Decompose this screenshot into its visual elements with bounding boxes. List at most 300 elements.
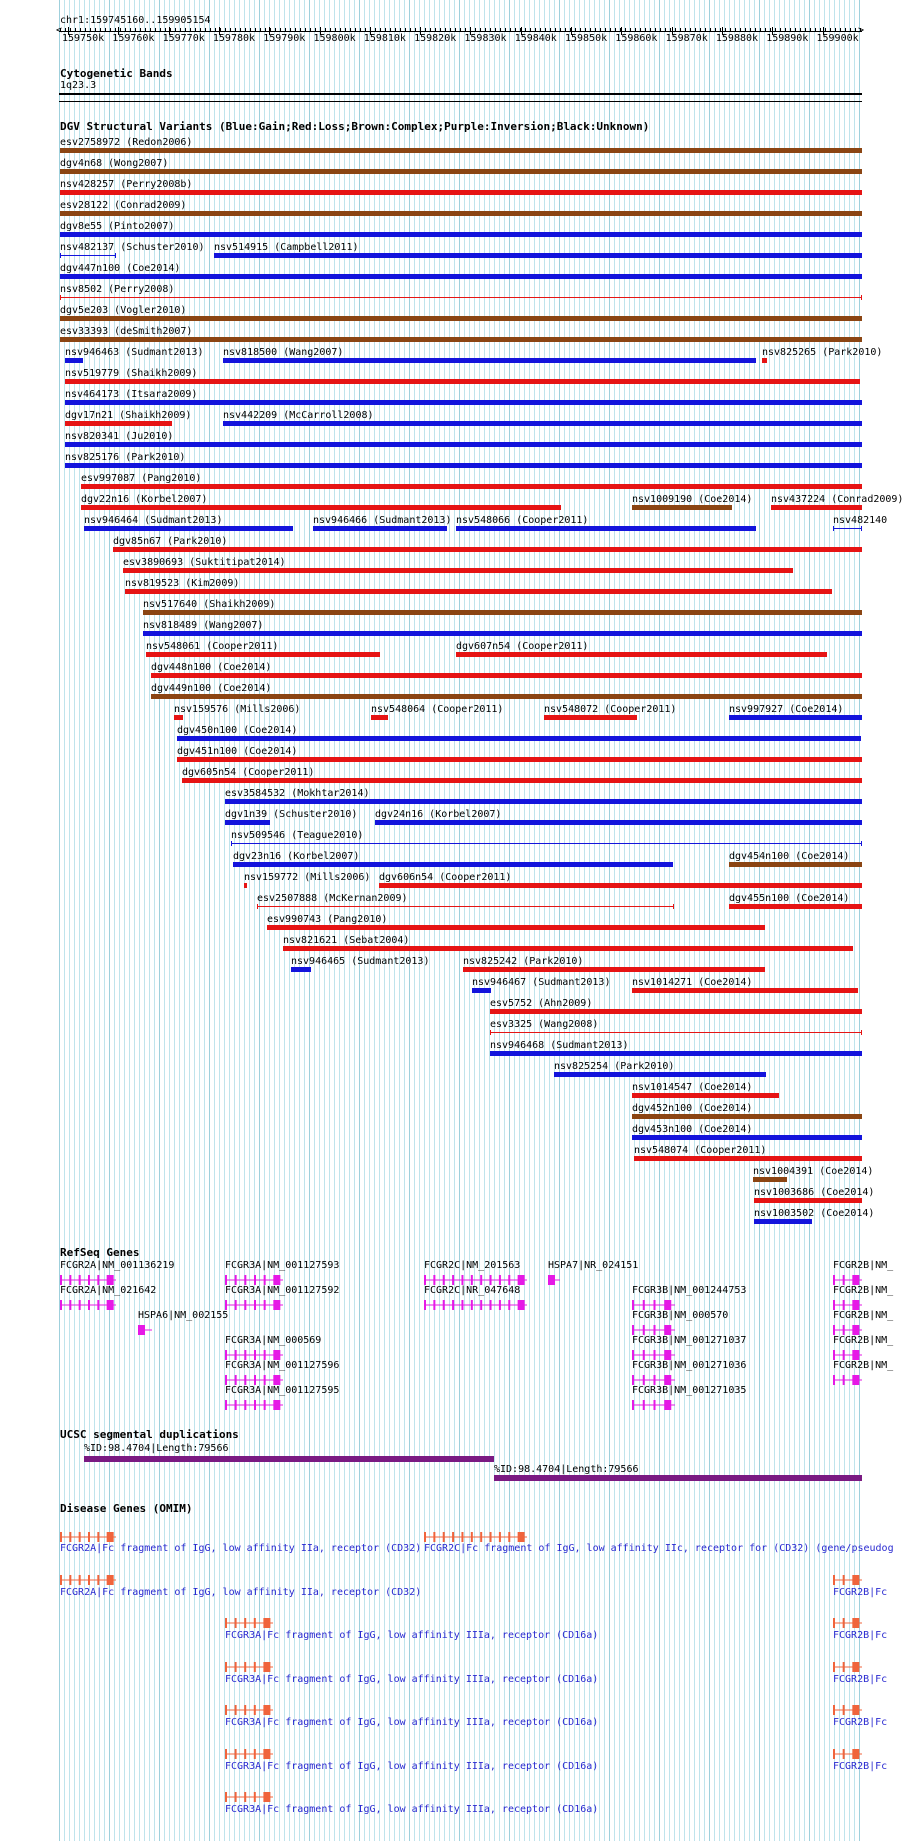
ruler-minor-tick bbox=[150, 28, 151, 32]
ruler-tick-label: 159830k bbox=[464, 33, 507, 44]
variant-label: esv990743 (Pang2010) bbox=[267, 914, 388, 925]
variant-bar bbox=[60, 297, 862, 298]
ruler-minor-tick bbox=[230, 28, 231, 32]
ruler-minor-tick bbox=[65, 28, 66, 32]
ruler-minor-tick bbox=[340, 28, 341, 32]
gene-label: FCGR3A|NM_000569 bbox=[225, 1335, 322, 1346]
ruler-minor-tick bbox=[260, 28, 261, 32]
ruler-minor-tick bbox=[855, 28, 856, 32]
variant-label: dgv449n100 (Coe2014) bbox=[151, 683, 272, 694]
variant-bar bbox=[60, 274, 862, 279]
gene-model bbox=[632, 1300, 675, 1310]
variant-bar bbox=[371, 715, 388, 720]
ruler-arrow-left: < bbox=[56, 25, 63, 36]
variant-label: esv28122 (Conrad2009) bbox=[60, 200, 187, 211]
variant-bar bbox=[60, 169, 862, 174]
ruler-minor-tick bbox=[85, 28, 86, 32]
variant-bar bbox=[60, 337, 862, 342]
variant-label: nsv548064 (Cooper2011) bbox=[371, 704, 504, 715]
ruler-minor-tick bbox=[460, 28, 461, 32]
ruler-minor-tick bbox=[575, 28, 576, 32]
gene-model bbox=[632, 1375, 675, 1385]
variant-label: dgv5e203 (Vogler2010) bbox=[60, 305, 187, 316]
ruler-minor-tick bbox=[480, 28, 481, 32]
ruler-minor-tick bbox=[500, 28, 501, 32]
disease-label: FCGR2B|Fc bbox=[833, 1761, 888, 1772]
ruler-minor-tick bbox=[695, 28, 696, 32]
variant-bar bbox=[833, 528, 862, 529]
variant-bar bbox=[113, 547, 862, 552]
ruler-minor-tick bbox=[635, 28, 636, 32]
variant-bar bbox=[233, 862, 673, 867]
variant-label: nsv946465 (Sudmant2013) bbox=[291, 956, 430, 967]
ruler-tick-label: 159750k bbox=[62, 33, 105, 44]
variant-label: nsv517640 (Shaikh2009) bbox=[143, 599, 276, 610]
ruler-tick-label: 159900k bbox=[816, 33, 859, 44]
ruler-minor-tick bbox=[845, 28, 846, 32]
disease-label: FCGR2A|Fc fragment of IgG, low affinity IIa, receptor (CD32) bbox=[60, 1543, 422, 1554]
variant-label: nsv825265 (Park2010) bbox=[762, 347, 883, 358]
gene-label: FCGR2B|NM_ bbox=[833, 1335, 894, 1346]
gene-label: FCGR2A|NM_021642 bbox=[60, 1285, 157, 1296]
variant-cap bbox=[60, 295, 61, 300]
variant-bar bbox=[771, 505, 862, 510]
variant-cap bbox=[861, 1030, 862, 1035]
ruler-minor-tick bbox=[305, 28, 306, 32]
variant-label: nsv548061 (Cooper2011) bbox=[146, 641, 279, 652]
variant-cap bbox=[490, 1030, 491, 1035]
variant-bar bbox=[490, 1009, 862, 1014]
ruler-minor-tick bbox=[610, 28, 611, 32]
variant-bar bbox=[729, 862, 862, 867]
ruler-minor-tick bbox=[225, 28, 226, 32]
variant-bar bbox=[753, 1177, 787, 1182]
variant-label: nsv1003502 (Coe2014) bbox=[754, 1208, 875, 1219]
ruler-tick-label: 159810k bbox=[363, 33, 406, 44]
ruler-minor-tick bbox=[490, 28, 491, 32]
ruler-minor-tick bbox=[560, 28, 561, 32]
gene-model bbox=[225, 1275, 283, 1285]
ruler-arrow-right: > bbox=[858, 25, 865, 36]
variant-bar bbox=[65, 442, 862, 447]
ruler-minor-tick bbox=[745, 28, 746, 32]
ruler-minor-tick bbox=[555, 28, 556, 32]
gene-model bbox=[632, 1400, 675, 1410]
variant-label: nsv428257 (Perry2008b) bbox=[60, 179, 193, 190]
ruler-minor-tick bbox=[815, 28, 816, 32]
ruler-minor-tick bbox=[485, 28, 486, 32]
variant-label: nsv946464 (Sudmant2013) bbox=[84, 515, 223, 526]
disease-label: FCGR3A|Fc fragment of IgG, low affinity IIIa, receptor (CD16a) bbox=[225, 1804, 599, 1815]
ruler-minor-tick bbox=[505, 28, 506, 32]
gene-label: FCGR2B|NM_ bbox=[833, 1285, 894, 1296]
variant-bar bbox=[65, 421, 172, 426]
variant-bar bbox=[490, 1032, 862, 1033]
variant-bar bbox=[60, 190, 862, 195]
ruler-minor-tick bbox=[510, 28, 511, 32]
variant-cap bbox=[861, 295, 862, 300]
variant-label: dgv454n100 (Coe2014) bbox=[729, 851, 850, 862]
ruler-minor-tick bbox=[450, 28, 451, 32]
ruler-minor-tick bbox=[595, 28, 596, 32]
variant-label: dgv8e55 (Pinto2007) bbox=[60, 221, 175, 232]
variant-label: nsv1014547 (Coe2014) bbox=[632, 1082, 753, 1093]
segdup-bar bbox=[494, 1475, 862, 1481]
ruler-minor-tick bbox=[750, 28, 751, 32]
ruler-minor-tick bbox=[735, 28, 736, 32]
variant-bar bbox=[60, 148, 862, 153]
ruler-minor-tick bbox=[710, 28, 711, 32]
gene-model bbox=[632, 1350, 675, 1360]
ruler-tick-label: 159880k bbox=[715, 33, 759, 44]
variant-label: nsv946468 (Sudmant2013) bbox=[490, 1040, 629, 1051]
variant-bar bbox=[463, 967, 765, 972]
variant-bar bbox=[456, 652, 827, 657]
disease-label: FCGR2B|Fc bbox=[833, 1674, 888, 1685]
variant-bar bbox=[146, 652, 380, 657]
variant-label: nsv442209 (McCarroll2008) bbox=[223, 410, 374, 421]
ruler-minor-tick bbox=[365, 28, 366, 32]
ruler-minor-tick bbox=[255, 28, 256, 32]
dgv-title: DGV Structural Variants (Blue:Gain;Red:Loss;Brown:Complex;Purple:Inversion;Black:Unknown) bbox=[60, 120, 650, 133]
gene-label: FCGR3B|NM_001244753 bbox=[632, 1285, 747, 1296]
ruler-minor-tick bbox=[325, 28, 326, 32]
variant-label: nsv946463 (Sudmant2013) bbox=[65, 347, 204, 358]
ruler-minor-tick bbox=[655, 28, 656, 32]
variant-bar bbox=[313, 526, 447, 531]
ruler-minor-tick bbox=[780, 28, 781, 32]
disease-label: FCGR3A|Fc fragment of IgG, low affinity IIIa, receptor (CD16a) bbox=[225, 1674, 599, 1685]
variant-label: nsv818500 (Wang2007) bbox=[223, 347, 344, 358]
ruler-minor-tick bbox=[300, 28, 301, 32]
gene-label: FCGR3A|NM_001127593 bbox=[225, 1260, 340, 1271]
variant-label: nsv482137 (Schuster2010) bbox=[60, 242, 205, 253]
segdup-bar bbox=[84, 1456, 494, 1462]
variant-label: dgv452n100 (Coe2014) bbox=[632, 1103, 753, 1114]
ruler-tick-label: 159890k bbox=[766, 33, 809, 44]
ruler-minor-tick bbox=[95, 28, 96, 32]
ruler-minor-tick bbox=[250, 28, 251, 32]
variant-cap bbox=[861, 526, 862, 531]
variant-bar bbox=[632, 1114, 862, 1119]
variant-cap bbox=[231, 841, 232, 846]
gene-model bbox=[225, 1400, 283, 1410]
variant-bar bbox=[65, 400, 862, 405]
gene-model bbox=[632, 1325, 675, 1335]
variant-bar bbox=[174, 715, 183, 720]
disease-label: FCGR3A|Fc fragment of IgG, low affinity IIIa, receptor (CD16a) bbox=[225, 1761, 599, 1772]
variant-label: dgv448n100 (Coe2014) bbox=[151, 662, 272, 673]
ruler-minor-tick bbox=[335, 28, 336, 32]
variant-label: nsv825176 (Park2010) bbox=[65, 452, 186, 463]
ruler-minor-tick bbox=[205, 28, 206, 32]
variant-label: esv3325 (Wang2008) bbox=[490, 1019, 599, 1030]
ruler-minor-tick bbox=[190, 28, 191, 32]
variant-bar bbox=[244, 883, 247, 888]
variant-cap bbox=[115, 253, 116, 258]
ruler-minor-tick bbox=[665, 28, 666, 32]
ruler-minor-tick bbox=[765, 28, 766, 32]
ruler-minor-tick bbox=[290, 28, 291, 32]
gene-label: FCGR2C|NR_047648 bbox=[424, 1285, 521, 1296]
variant-bar bbox=[544, 715, 637, 720]
variant-bar bbox=[223, 358, 756, 363]
variant-bar bbox=[225, 820, 270, 825]
variant-bar bbox=[729, 715, 862, 720]
gene-label: HSPA6|NM_002155 bbox=[138, 1310, 229, 1321]
variant-label: nsv8502 (Perry2008) bbox=[60, 284, 175, 295]
variant-bar bbox=[456, 526, 756, 531]
variant-label: dgv17n21 (Shaikh2009) bbox=[65, 410, 192, 421]
variant-label: nsv159772 (Mills2006) bbox=[244, 872, 371, 883]
disease-label: FCGR2B|Fc bbox=[833, 1717, 888, 1728]
ruler-minor-tick bbox=[650, 28, 651, 32]
ruler-minor-tick bbox=[310, 28, 311, 32]
variant-bar bbox=[60, 316, 862, 321]
ruler-minor-tick bbox=[645, 28, 646, 32]
ruler-minor-tick bbox=[215, 28, 216, 32]
variant-label: dgv22n16 (Korbel2007) bbox=[81, 494, 208, 505]
variant-label: nsv1009190 (Coe2014) bbox=[632, 494, 753, 505]
disease-label: FCGR3A|Fc fragment of IgG, low affinity IIIa, receptor (CD16a) bbox=[225, 1630, 599, 1641]
variant-label: esv997087 (Pang2010) bbox=[81, 473, 202, 484]
variant-bar bbox=[60, 211, 862, 216]
ruler-minor-tick bbox=[835, 28, 836, 32]
gene-model bbox=[225, 1350, 283, 1360]
ruler-minor-tick bbox=[375, 28, 376, 32]
gene-label: HSPA7|NR_024151 bbox=[548, 1260, 639, 1271]
variant-bar bbox=[283, 946, 853, 951]
gene-model bbox=[60, 1275, 116, 1285]
disease-gene-model bbox=[833, 1618, 862, 1628]
ruler-minor-tick bbox=[605, 28, 606, 32]
disease-label: FCGR2C|Fc fragment of IgG, low affinity IIc, receptor for (CD32) (gene/pseudog bbox=[424, 1543, 894, 1554]
ruler-minor-tick bbox=[280, 28, 281, 32]
ruler-minor-tick bbox=[195, 28, 196, 32]
variant-bar bbox=[143, 631, 862, 636]
ruler-minor-tick bbox=[160, 28, 161, 32]
gene-label: FCGR3A|NM_001127592 bbox=[225, 1285, 340, 1296]
ruler-minor-tick bbox=[110, 28, 111, 32]
variant-bar bbox=[60, 255, 116, 256]
gene-model bbox=[833, 1300, 862, 1310]
variant-bar bbox=[223, 421, 862, 426]
gene-label: FCGR3B|NM_001271037 bbox=[632, 1335, 747, 1346]
variant-bar bbox=[632, 1135, 862, 1140]
ruler-minor-tick bbox=[180, 28, 181, 32]
variant-label: nsv159576 (Mills2006) bbox=[174, 704, 301, 715]
ruler-minor-tick bbox=[810, 28, 811, 32]
ruler-minor-tick bbox=[440, 28, 441, 32]
ruler-minor-tick bbox=[235, 28, 236, 32]
variant-bar bbox=[177, 757, 862, 762]
variant-bar bbox=[379, 883, 862, 888]
ruler-minor-tick bbox=[585, 28, 586, 32]
ruler-minor-tick bbox=[600, 28, 601, 32]
ruler-tick-label: 159780k bbox=[212, 33, 256, 44]
ruler-tick-label: 159840k bbox=[514, 33, 557, 44]
variant-bar bbox=[762, 358, 767, 363]
variant-label: nsv946467 (Sudmant2013) bbox=[472, 977, 611, 988]
variant-bar bbox=[81, 484, 862, 489]
disease-gene-model bbox=[225, 1662, 273, 1672]
disease-gene-model bbox=[225, 1792, 273, 1802]
ruler-minor-tick bbox=[795, 28, 796, 32]
ruler-minor-tick bbox=[755, 28, 756, 32]
variant-label: dgv4n68 (Wong2007) bbox=[60, 158, 169, 169]
ruler-minor-tick bbox=[240, 28, 241, 32]
disease-gene-model bbox=[60, 1575, 116, 1585]
refseq-title: RefSeq Genes bbox=[60, 1246, 140, 1259]
variant-bar bbox=[754, 1219, 812, 1224]
disease-gene-model bbox=[225, 1705, 273, 1715]
ruler-minor-tick bbox=[800, 28, 801, 32]
ruler-minor-tick bbox=[120, 28, 121, 32]
ruler-minor-tick bbox=[685, 28, 686, 32]
variant-bar bbox=[151, 694, 862, 699]
variant-bar bbox=[65, 379, 860, 384]
ruler-minor-tick bbox=[720, 28, 721, 32]
variant-bar bbox=[632, 988, 858, 993]
ruler-minor-tick bbox=[615, 28, 616, 32]
variant-label: dgv1n39 (Schuster2010) bbox=[225, 809, 358, 820]
ruler-minor-tick bbox=[115, 28, 116, 32]
ruler-minor-tick bbox=[140, 28, 141, 32]
ruler-tick-label: 159820k bbox=[414, 33, 457, 44]
cytoband-bar bbox=[59, 93, 862, 95]
variant-label: nsv825242 (Park2010) bbox=[463, 956, 584, 967]
variant-label: nsv1014271 (Coe2014) bbox=[632, 977, 753, 988]
ruler-minor-tick bbox=[760, 28, 761, 32]
variant-label: dgv23n16 (Korbel2007) bbox=[233, 851, 360, 862]
gene-label: FCGR3A|NM_001127596 bbox=[225, 1360, 340, 1371]
ruler-minor-tick bbox=[805, 28, 806, 32]
ruler-minor-tick bbox=[830, 28, 831, 32]
ruler-minor-tick bbox=[785, 28, 786, 32]
gene-model bbox=[424, 1300, 527, 1310]
ruler-minor-tick bbox=[550, 28, 551, 32]
ruler-minor-tick bbox=[715, 28, 716, 32]
variant-label: dgv85n67 (Park2010) bbox=[113, 536, 228, 547]
gene-model bbox=[833, 1325, 862, 1335]
variant-bar bbox=[214, 253, 862, 258]
disease-gene-model bbox=[833, 1705, 862, 1715]
ruler-minor-tick bbox=[525, 28, 526, 32]
variant-bar bbox=[177, 736, 861, 741]
ruler-minor-tick bbox=[175, 28, 176, 32]
ruler-minor-tick bbox=[350, 28, 351, 32]
gene-model bbox=[60, 1300, 116, 1310]
ruler-tick-label: 159860k bbox=[615, 33, 658, 44]
ruler-minor-tick bbox=[580, 28, 581, 32]
variant-cap bbox=[60, 253, 61, 258]
segdups-title: UCSC segmental duplications bbox=[60, 1428, 239, 1441]
variant-bar bbox=[754, 1198, 862, 1203]
disease-gene-model bbox=[60, 1532, 116, 1542]
ruler-minor-tick bbox=[200, 28, 201, 32]
variant-bar bbox=[632, 1093, 779, 1098]
disease-gene-model bbox=[833, 1575, 862, 1585]
ruler-minor-tick bbox=[435, 28, 436, 32]
variant-label: nsv548074 (Cooper2011) bbox=[634, 1145, 767, 1156]
gene-model bbox=[225, 1300, 283, 1310]
gene-model bbox=[424, 1275, 527, 1285]
ruler-minor-tick bbox=[100, 28, 101, 32]
ruler-minor-tick bbox=[75, 28, 76, 32]
segdup-label: %ID:98.4704|Length:79566 bbox=[494, 1464, 639, 1475]
ruler-minor-tick bbox=[395, 28, 396, 32]
disease-title: Disease Genes (OMIM) bbox=[60, 1502, 193, 1515]
ruler-position: chr1:159745160..159905154 bbox=[60, 15, 211, 26]
gene-label: FCGR2C|NM_201563 bbox=[424, 1260, 521, 1271]
variant-label: nsv819523 (Kim2009) bbox=[125, 578, 240, 589]
ruler-minor-tick bbox=[405, 28, 406, 32]
ruler-minor-tick bbox=[840, 28, 841, 32]
disease-gene-model bbox=[833, 1662, 862, 1672]
variant-bar bbox=[554, 1072, 766, 1077]
ruler-minor-tick bbox=[675, 28, 676, 32]
variant-bar bbox=[125, 589, 832, 594]
variant-label: dgv451n100 (Coe2014) bbox=[177, 746, 298, 757]
ruler-minor-tick bbox=[790, 28, 791, 32]
variant-label: dgv605n54 (Cooper2011) bbox=[182, 767, 315, 778]
ruler-minor-tick bbox=[130, 28, 131, 32]
gene-model bbox=[833, 1375, 862, 1385]
variant-bar bbox=[225, 799, 862, 804]
variant-label: nsv514915 (Campbell2011) bbox=[214, 242, 359, 253]
ruler-tick-label: 159760k bbox=[112, 33, 155, 44]
variant-bar bbox=[65, 358, 83, 363]
ruler-minor-tick bbox=[425, 28, 426, 32]
ruler-minor-tick bbox=[820, 28, 821, 32]
variant-label: nsv825254 (Park2010) bbox=[554, 1061, 675, 1072]
gene-model bbox=[225, 1375, 283, 1385]
ruler-minor-tick bbox=[275, 28, 276, 32]
ruler-minor-tick bbox=[135, 28, 136, 32]
variant-bar bbox=[65, 463, 862, 468]
variant-label: esv3584532 (Mokhtar2014) bbox=[225, 788, 370, 799]
variant-label: nsv437224 (Conrad2009) bbox=[771, 494, 903, 505]
ruler-minor-tick bbox=[640, 28, 641, 32]
variant-label: dgv453n100 (Coe2014) bbox=[632, 1124, 753, 1135]
ruler-minor-tick bbox=[725, 28, 726, 32]
variant-bar bbox=[231, 843, 862, 844]
ruler-minor-tick bbox=[690, 28, 691, 32]
variant-label: nsv464173 (Itsara2009) bbox=[65, 389, 198, 400]
variant-bar bbox=[634, 1156, 862, 1161]
variant-label: esv3890693 (Suktitipat2014) bbox=[123, 557, 286, 568]
ruler-minor-tick bbox=[630, 28, 631, 32]
disease-label: FCGR3A|Fc fragment of IgG, low affinity IIIa, receptor (CD16a) bbox=[225, 1717, 599, 1728]
ruler-minor-tick bbox=[430, 28, 431, 32]
ruler-minor-tick bbox=[90, 28, 91, 32]
disease-gene-model bbox=[225, 1618, 273, 1628]
ruler-minor-tick bbox=[475, 28, 476, 32]
variant-bar bbox=[729, 904, 862, 909]
ruler-minor-tick bbox=[265, 28, 266, 32]
variant-label: nsv818489 (Wang2007) bbox=[143, 620, 264, 631]
ruler-minor-tick bbox=[155, 28, 156, 32]
variant-cap bbox=[861, 841, 862, 846]
variant-label: dgv607n54 (Cooper2011) bbox=[456, 641, 589, 652]
ruler-minor-tick bbox=[165, 28, 166, 32]
ruler-minor-tick bbox=[825, 28, 826, 32]
ruler-minor-tick bbox=[415, 28, 416, 32]
variant-label: esv5752 (Ahn2009) bbox=[490, 998, 593, 1009]
ruler-minor-tick bbox=[80, 28, 81, 32]
ruler-minor-tick bbox=[355, 28, 356, 32]
ruler-minor-tick bbox=[210, 28, 211, 32]
